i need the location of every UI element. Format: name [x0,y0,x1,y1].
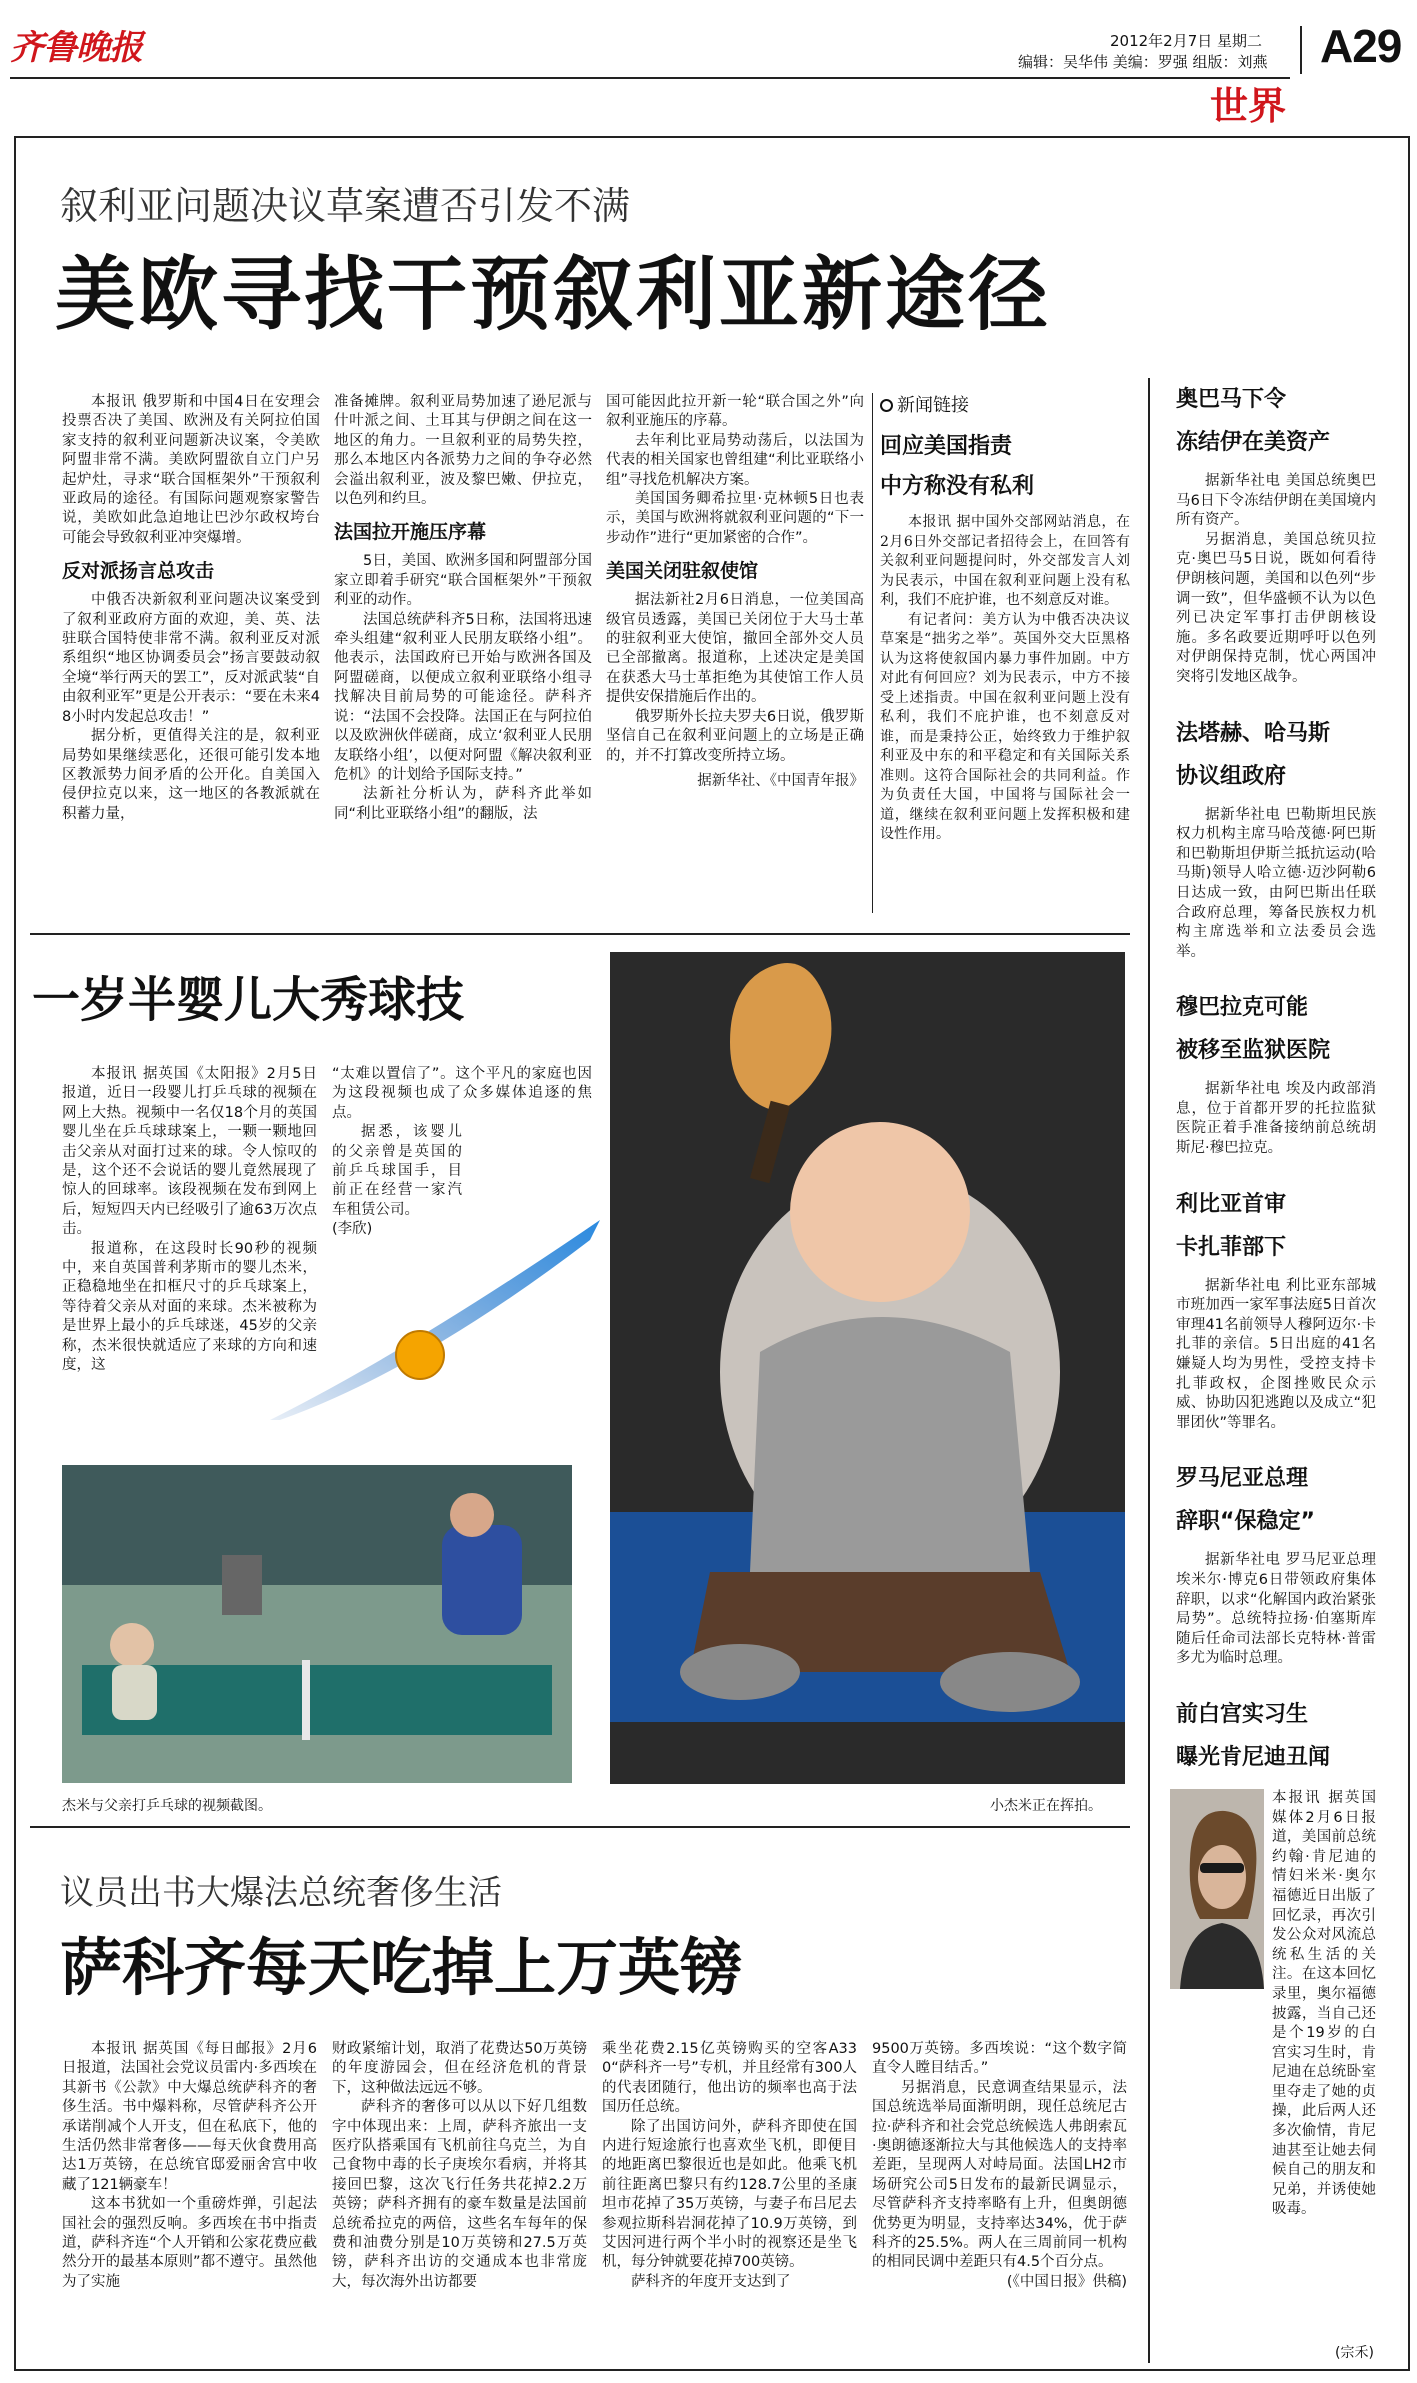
sidebar-headline-1a: 奥巴马下令 [1176,387,1287,412]
sarkozy-p4: 萨科齐的奢侈可以从以下好几组数字中体现出来：上周，萨科齐旅出一支医疗队搭乘国有飞机前往乌克兰，为自己食物中毒的长子庚埃尔看病，并将其接回巴黎，这次飞行任务共花掉2.2万英镑；萨科齐拥有的豪车数量是法国前总统希拉克的两倍，这些名车每年的保费和油费分别是10万英镑和27.5万英镑，萨科齐出访的交通成本也非常庞大，每次海外出访都要 [332,2099,587,2290]
sidebar [1176,378,1376,2368]
sarkozy-col-2 [332,2040,587,2360]
newspaper-logo: 齐鲁晚报 [10,28,142,68]
lead-p4: 准备摊牌。叙利亚局势加速了逊尼派与什叶派之间、土耳其与伊朗之间在这一地区的角力。一旦叙利亚的局势失控，那么本地区内各派势力之间的争夺必然会溢出叙利亚，波及黎巴嫩、伊拉克，以色列和约旦。 [334,394,592,508]
sidebar-headline-4a: 利比亚首审 [1176,1191,1287,1217]
news-link-box [880,393,1130,913]
sidebar-story-1 [1176,378,1376,688]
sidebar-headline-2a: 法塔赫、哈马斯 [1176,720,1331,746]
sarkozy-kicker: 议员出书大爆法总统奢侈生活 [60,1873,502,1913]
sidebar-headline-5a: 罗马尼亚总理 [1176,1466,1309,1492]
sidebar-p5: 据新华社电 利比亚东部城市班加西一家军事法庭5日首次审理41名前领导人穆阿迈尔·卡扎菲的亲信。5日出庭的41名嫌疑人均为男性，受控支持卡扎菲政权，企图挫败民众示威、协助囚犯逃跑以及成立“犯罪团伙”等罪名。 [1176,1277,1376,1431]
sidebar-story-4 [1176,1183,1376,1434]
sidebar-story-3 [1176,986,1376,1158]
lead-p9: 去年利比亚局势动荡后，以法国为代表的相关国家也曾组建“利比亚联络小组”寻找危机解决方案。 [606,432,864,488]
masthead-divider [1300,26,1302,74]
sidebar-p7: 本报讯 据英国媒体2月6日报道，美国前总统约翰·肯尼迪的情妇米米·奥尔福德近日出版了回忆录，再次引发公众对风流总统私生活的关注。在这本回忆录里，奥尔福德披露，当自己还是个19岁的白宫实习生时，肯尼迪在总统卧室里夺走了她的贞操，此后两人还多次偷情，肯尼迪甚至让她去伺候自己的朋友和兄弟，并诱使她吸毒。 [1272,1789,1376,2218]
news-link-p1: 本报讯 据中国外交部网站消息，在2月6日外交部记者招待会上，在回答有关叙利亚问题提问时，外交部发言人刘为民表示，中国在叙利亚问题上没有私利，我们不庇护谁，也不刻意反对谁。 [880,514,1130,608]
sarkozy-source: (《中国日报》供稿) [1006,2273,1127,2290]
baby-p2: 报道称，在这段时长90秒的视频中，来自英国普利茅斯市的婴儿杰米，正稳稳地坐在扣框尺寸的乒乓球案上，等待着父亲从对面的来球。杰米被称为是世界上最小的乒乓球迷，45岁的父亲称，杰米很快就适应了来球的方向和速度，这 [62,1240,317,1374]
baby-caption: 小杰米正在挥拍。 [990,1798,1102,1814]
sidebar-headline-2b: 协议组政府 [1176,763,1287,789]
lead-col-divider-3 [872,393,873,913]
lead-p12: 俄罗斯外长拉夫罗夫6日说，俄罗斯坚信自己在叙利亚问题上的立场是正确的，并不打算改变所持立场。 [606,708,864,764]
sarkozy-p2: 这本书犹如一个重磅炸弹，引起法国社会的强烈反响。多西埃在书中指责道，萨科齐连“个人开销和公家花费应截然分开的最基本原则”都不遵守。虽然他为了实施 [62,2196,317,2290]
issue-date: 2012年2月7日 星期二 [1110,32,1263,50]
sidebar-divider [1148,378,1150,2363]
sarkozy-p7: 萨科齐的年度开支达到了 [631,2273,791,2290]
lead-sub-3: 美国关闭驻叙使馆 [606,560,759,583]
sidebar-headline-6a: 前白宫实习生 [1176,1701,1309,1727]
sidebar-p6: 据新华社电 罗马尼亚总理埃米尔·博克6日带领政府集体辞职，以求“化解国内政治紧张局势”。总统特拉扬·伯塞斯库随后任命司法部长克特林·普雷多尤为临时总理。 [1176,1552,1376,1667]
news-link-headline-1: 回应美国指责 [880,434,1013,459]
lead-p6: 法国总统萨科齐5日称，法国将迅速牵头组建“叙利亚人民朋友联络小组”。他表示，法国政府已开始与欧洲各国及阿盟磋商，以便成立叙利亚联络小组寻找解决目前局势的可能途径。萨科齐说：“法国不会投降。法国正在与阿拉伯以及欧洲伙伴磋商，成立‘叙利亚人民朋友联络小组’，以便对阿盟《解决叙利亚危机》的计划给予国际支持。” [334,611,592,783]
lead-p10: 美国国务卿希拉里·克林顿5日也表示，美国与欧洲将就叙利亚问题的“下一步动作”进行“更加紧密的合作”。 [606,491,864,546]
sarkozy-top-rule [30,1826,1130,1828]
lead-source: 据新华社、《中国青年报》 [697,772,864,789]
sidebar-headline-6b: 曝光肯尼迪丑闻 [1176,1744,1331,1770]
page-number: A29 [1320,20,1402,72]
baby-top-rule [30,933,1130,935]
lead-sub-2: 法国拉开施压序幕 [334,521,487,544]
baby-photo [610,952,1125,1784]
sarkozy-col-4 [872,2040,1127,2360]
sidebar-p2: 另据消息，美国总统贝拉克·奥巴马5日说，既如何看待伊朗核问题，美国和以色列“步调一致”，但华盛顿不认为以色列已决定军事打击伊朗核设施。多名政要近期呼吁以色列对伊朗保持克制，忧心两国冲突将引发地区战争。 [1176,531,1376,685]
baby-p1: 本报讯 据英国《太阳报》2月5日报道，近日一段婴儿打乒乓球的视频在网上大热。视频中一名仅18个月的英国婴儿坐在乒乓球球案上，一颗一颗地回击父亲从对面打过来的球。令人惊叹的是，这个还不会说话的婴儿竟然展现了惊人的回球率。该段视频在发布到网上后，短短四天内已经吸引了逾63万次点击。 [62,1066,317,1238]
lead-col-1 [62,393,320,913]
video-screenshot-photo [62,1465,572,1783]
sidebar-p1: 据新华社电 美国总统奥巴马6日下令冻结伊朗在美国境内所有资产。 [1176,473,1376,529]
news-link-label: 新闻链接 [880,393,1130,419]
lead-p5: 5日，美国、欧洲多国和阿盟部分国家立即着手研究“联合国框架外”干预叙利亚的动作。 [334,553,592,609]
baby-p4: 据悉，该婴儿的父亲曾是英国的前乒乓球国手，目前正在经营一家汽车租赁公司。 [332,1124,462,1218]
lead-p11: 据法新社2月6日消息，一位美国高级官员透露，美国已关闭位于大马士革的驻叙利亚大使馆，撤回全部外交人员已全部撤离。报道称，上述决定是美国在获悉大马士革拒绝为其使馆工作人员提供安保措施后作出的。 [606,592,864,706]
lead-headline: 美欧寻找干预叙利亚新途径 [55,248,1051,341]
sidebar-headline-3a: 穆巴拉克可能 [1176,995,1309,1021]
sarkozy-p8: 9500万英镑。多西埃说：“这个数字简直令人瞠目结舌。” [872,2041,1127,2077]
sarkozy-p5: 乘坐花费2.15亿英镑购买的空客A330“萨科齐一号”专机，并且经常有300人的代表团随行，他出访的频率也高于法国历任总统。 [602,2041,857,2116]
sidebar-story-5 [1176,1457,1376,1669]
baby-byline: (李欣) [332,1221,373,1238]
sidebar-p4: 据新华社电 埃及内政部消息，位于首都开罗的托拉监狱医院正着手准备接纳前总统胡斯尼·穆巴拉克。 [1176,1081,1376,1157]
lead-p1: 本报讯 俄罗斯和中国4日在安理会投票否决了美国、欧洲及有关阿拉伯国家支持的叙利亚问题新决议案，令美欧阿盟非常不满。美欧阿盟欲自立门户另起炉灶，寻求“联合国框架外”干预叙利亚政局的途径。有国际问题观察家警告说，美欧如此急迫地让巴沙尔政权垮台可能会导致叙利亚冲突爆增。 [62,394,320,546]
sidebar-headline-4b: 卡扎菲部下 [1176,1234,1287,1260]
sidebar-p3: 据新华社电 巴勒斯坦民族权力机构主席马哈茂德·阿巴斯和巴勒斯坦伊斯兰抵抗运动(哈马斯)领导人哈立德·迈沙阿勒6日达成一致，由阿巴斯出任联合政府总理，筹备民族权力机构主席选举和立法委员会选举。 [1176,806,1376,960]
sarkozy-p1: 本报讯 据英国《每日邮报》2月6日报道，法国社会党议员雷内·多西埃在其新书《公款》中大爆总统萨科齐的奢侈生活。书中爆料称，尽管萨科齐公开承诺削减个人开支，但在私底下，他的生活仍然非常奢侈——每天伙食费用高达1万英镑，在总统官邸爱丽舍宫中收藏了121辆豪车！ [62,2041,317,2193]
ping-pong-ball-graphic [270,1200,610,1420]
video-caption: 杰米与父亲打乒乓球的视频截图。 [62,1798,272,1814]
sarkozy-headline: 萨科齐每天吃掉上万英镑 [60,1931,743,2004]
lead-col-3 [606,393,864,913]
section-name: 世界 [1210,84,1287,128]
baby-p3: “太难以置信了”。这个平凡的家庭也因为这段视频也成了众多媒体追逐的焦点。 [332,1066,592,1121]
lead-p8: 国可能因此拉开新一轮“联合国之外”向叙利亚施压的序幕。 [606,394,864,430]
baby-headline: 一岁半婴儿大秀球技 [32,972,465,1028]
lead-kicker: 叙利亚问题决议草案遭否引发不满 [60,184,631,228]
lead-p7: 法新社分析认为，萨科齐此举如同“利比亚联络小组”的翻版，法 [334,786,592,822]
sidebar-headline-3b: 被移至监狱医院 [1176,1038,1331,1064]
lead-col-2 [334,393,592,913]
sarkozy-col-1 [62,2040,317,2360]
editor-credits: 编辑：吴华伟 美编：罗强 组版：刘燕 [1018,53,1268,71]
circle-icon [880,399,893,412]
sidebar-headline-5b: 辞职“保稳定” [1176,1509,1315,1535]
lead-sub-1: 反对派扬言总攻击 [62,560,215,583]
news-link-p2: 有记者问：美方认为中俄否决决议草案是“拙劣之举”。英国外交大臣黑格认为这将使叙国内暴力事件加剧。中方对此有何回应？刘为民表示，中方不接受上述指责。中国在叙利亚问题上没有私利，我们不庇护谁，也不刻意反对谁，而是秉持公正，始终致力于维护叙利亚及中东的和平稳定和有关国际关系准则。这符合国际社会的共同利益。作为负责任大国，中国将与国际社会一道，继续在叙利亚问题上发挥积极和建设性作用。 [880,611,1130,842]
sidebar-story-2 [1176,712,1376,963]
sarkozy-p3: 财政紧缩计划，取消了花费达50万英镑的年度游园会，但在经济危机的背景下，这种做法远远不够。 [332,2041,587,2096]
sarkozy-col-3 [602,2040,857,2360]
sidebar-story-6 [1176,1693,1376,2218]
news-link-headline-2: 中方称没有私利 [880,474,1035,499]
masthead-rule [10,77,1290,79]
lead-p2: 中俄否决新叙利亚问题决议案受到了叙利亚政府方面的欢迎，美、英、法驻联合国特使非常不满。叙利亚反对派系组织“地区协调委员会”扬言要鼓动叙全境“举行两天的罢工”，反对派武装“自由叙利亚军”更是公开表示：“要在未来48小时内发起总攻击！” [62,592,320,725]
lead-p3: 据分析，更值得关注的是，叙利亚局势如果继续恶化，还很可能引发本地区教派势力间矛盾的公开化。自美国入侵伊拉克以来，这一地区的各教派就在积蓄力量， [62,728,320,822]
sidebar-signature: (宗禾) [1335,2345,1374,2361]
sarkozy-p9: 另据消息，民意调查结果显示，法国总统选举局面渐明朗，现任总统尼古拉·萨科齐和社会党总统候选人弗朗索瓦·奥朗德逐渐拉大与其他候选人的支持率差距，呈现两人对峙局面。法国LH2市场研究公司5日发布的最新民调显示，尽管萨科齐支持率略有上升，但奥朗德优势更为明显，支持率达34%，优于萨科齐的25.5%。两人在三周前同一机构的相同民调中差距只有4.5个百分点。 [872,2079,1127,2271]
sidebar-headline-1b: 冻结伊在美资产 [1176,430,1331,455]
sarkozy-p6: 除了出国访问外，萨科齐即使在国内进行短途旅行也喜欢坐飞机，即便目的地距离巴黎很近也是如此。他乘飞机前往距离巴黎只有约128.7公里的圣康坦市花掉了35万英镑，与妻子布吕尼去参观拉斯科岩洞花掉了10.9万英镑，到艾因河进行两个半小时的视察还是坐飞机，每分钟就要花掉700英镑。 [602,2118,857,2271]
